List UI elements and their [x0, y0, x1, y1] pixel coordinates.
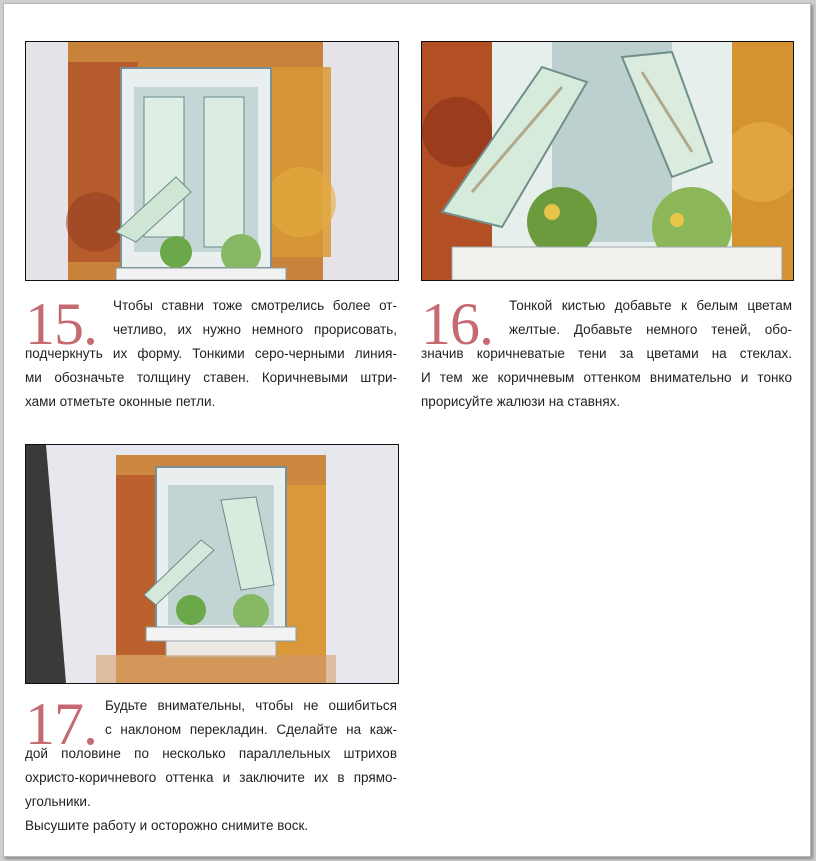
step-number: 16.	[421, 291, 493, 357]
step-16-text	[421, 291, 792, 414]
step-16	[421, 291, 792, 434]
text-line: Высушите работу и осторожно снимите воск.	[25, 818, 309, 833]
text-line: угольники.	[25, 794, 91, 809]
text-line: с наклоном перекладин. Сделайте на каж-	[105, 722, 397, 737]
text-line: дой половине по несколько параллельных штрихов	[25, 746, 397, 761]
text-line: ми обозначьте толщину ставен. Коричневыми штри-	[25, 370, 397, 385]
watercolor-window-full-image	[26, 445, 398, 683]
book-page	[3, 3, 811, 857]
text-line: прорисуйте жалюзи на ставнях.	[421, 394, 621, 409]
text-line: значив коричневатые тени за цветами на стеклах.	[421, 346, 792, 361]
text-line: подчеркнуть их форму. Тонкими серо-черными линия-	[25, 346, 397, 361]
step-number: 17.	[25, 691, 97, 757]
step-15-text	[25, 291, 397, 414]
step-17-photo	[25, 444, 399, 684]
text-line: И тем же коричневым оттенком внимательно и тонко	[421, 370, 792, 385]
step-17	[25, 691, 397, 844]
watercolor-window-image	[26, 42, 398, 280]
text-line: Будьте внимательны, чтобы не ошибиться	[105, 698, 397, 713]
watercolor-window-closeup-image	[422, 42, 793, 280]
text-line: охристо-коричневого оттенка и заключите их в прямо-	[25, 770, 397, 785]
text-line: Тонкой кистью добавьте к белым цветам	[509, 298, 792, 313]
text-line: Чтобы ставни тоже смотрелись более от-	[113, 298, 397, 313]
step-15-photo	[25, 41, 399, 281]
step-15	[25, 291, 397, 434]
text-line: четливо, их нужно немного прорисовать,	[113, 322, 397, 337]
text-line: хами отметьте оконные петли.	[25, 394, 216, 409]
step-16-photo	[421, 41, 794, 281]
step-number: 15.	[25, 291, 97, 357]
step-17-text	[25, 691, 397, 838]
text-line: желтые. Добавьте немного теней, обо-	[509, 322, 792, 337]
